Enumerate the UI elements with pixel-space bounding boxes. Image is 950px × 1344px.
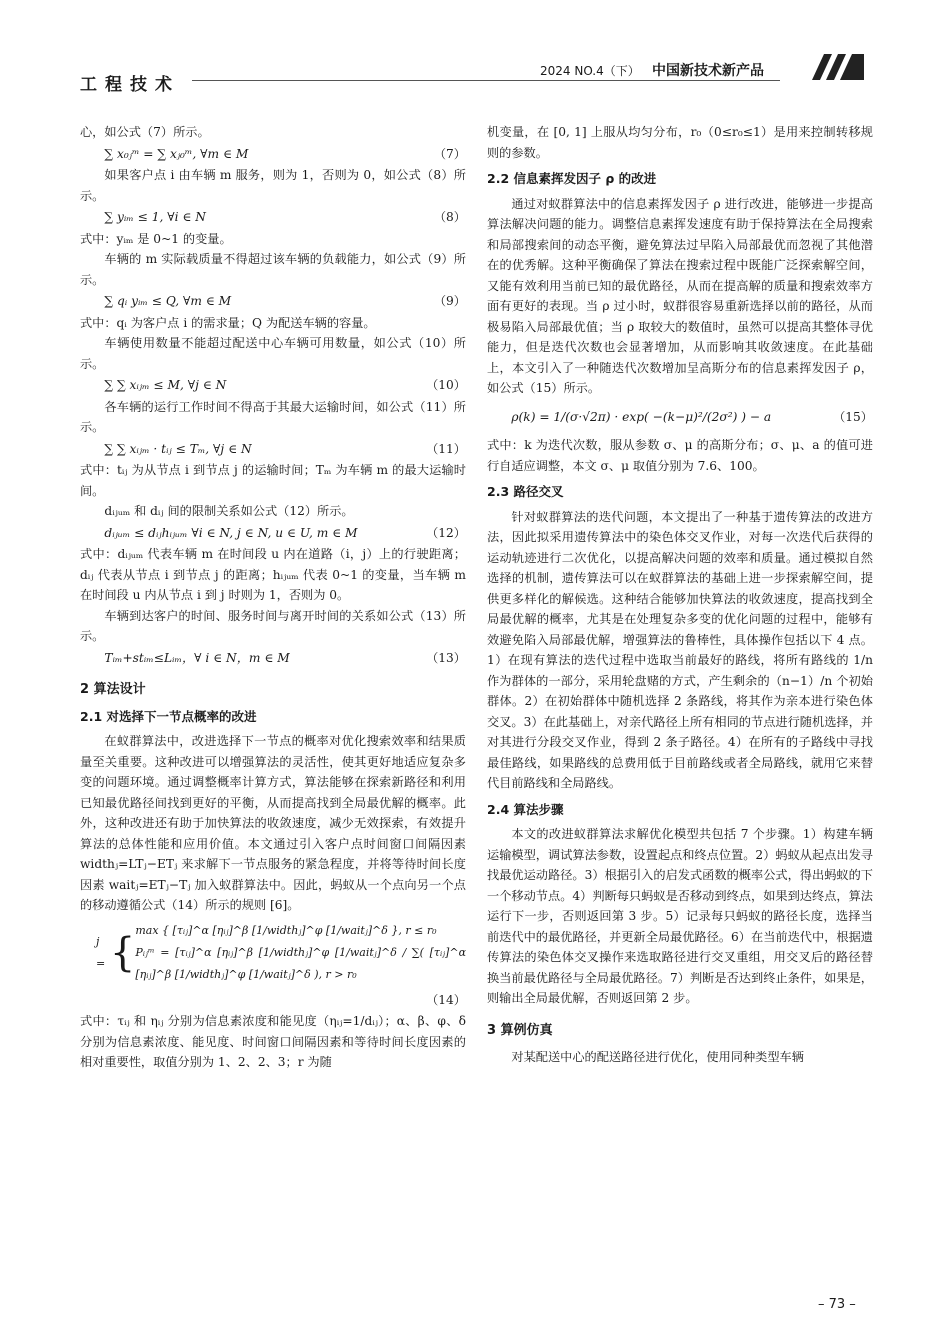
paragraph: 机变量，在 [0, 1] 上服从均匀分布，r₀（0≤r₀≤1）是用来控制转移规则的参数。 — [487, 125, 873, 160]
header-magazine-title: 中国新技术新产品 — [652, 63, 764, 79]
paragraph: 车辆的 m 实际载质量不得超过该车辆的负载能力，如公式（9）所示。 — [80, 252, 466, 287]
paragraph: 式中：τᵢⱼ 和 ηᵢⱼ 分别为信息素浓度和能见度（ηᵢⱼ=1/dᵢⱼ）；α、β、φ、δ 分别为信息素浓度、能见度、时间窗口间隔因素和等待时间长度因素的相对重要性，取值分别为 1、2、2、3；r 为随 — [80, 1014, 466, 1069]
equation-15: ρ(k) = 1/(σ·√2π) · exp( −(k−μ)²/(2σ²) ) − a （15） — [511, 409, 873, 424]
paragraph: 在蚁群算法中，改进选择下一节点的概率对优化搜索效率和结果质量至关重要。这种改进可以增强算法的灵活性，使其更好地适应复杂多变的问题环境。通过调整概率计算方式，算法能够在探索新路径和利用已知最优路径间找到更好的平衡，从而提高找到全局最优解的概率。此外，这种改进还有助于加快算法的收敛速度，减少无效探索，有效提升算法的总体性能和应用价值。本文通过引入客户点时间窗口间隔因素 widthⱼ=LTⱼ−ETⱼ 来求解下一节点服务的紧急程度，并将等待时间长度因素 waitⱼ=ETⱼ−Tⱼ 加入蚁群算法中。因此，蚂蚁从一个点向另一个点的移动遵循公式（14）所示的规则 [6]。 — [80, 734, 466, 912]
paragraph: 式中：dᵢⱼᵤₘ 代表车辆 m 在时间段 u 内在道路（i，j）上的行驶距离；dᵢⱼ 代表从节点 i 到节点 j 的距离；hᵢⱼᵤₘ 代表 0~1 的变量，当车辆 m 在时间段 u 内从节点 i 到 j 时则为 1，否则为 0。 — [80, 547, 466, 602]
equation-12: dᵢⱼᵤₘ ≤ dᵢⱼhᵢⱼᵤₘ ∀i ∈ N, j ∈ N, u ∈ U, m ∈ M （12） — [104, 525, 466, 540]
paragraph: 车辆到达客户的时间、服务时间与离开时间的关系如公式（13）所示。 — [80, 608, 466, 643]
paragraph: 针对蚁群算法的迭代问题，本文提出了一种基于遗传算法的改进方法，因此拟采用遗传算法中的染色体交叉作业，对每一次迭代后获得的运动轨迹进行二次优化，以提高解决问题的效率和质量。通过模拟自然选择的机制，遗传算法可以在蚁群算法的基础上进一步探索解空间，提供更多样化的解候选。这种结合能够加快算法的收敛速度，提高找到全局最优解的概率，尤其是在处理复杂多变的优化问题的过程中，能够有效避免陷入局部最优解，增强算法的鲁棒性，具体操作包括以下 4 点。1）在现有算法的迭代过程中选取当前最好的路线，将所有路线的 1/n 作为群体的一部分，采用轮盘赌的方式，产生剩余的（n−1）/n 个初始群体。2）在初始群体中随机选择 2 条路线，将其作为亲本进行染色体交叉。3）在此基础上，对亲代路径上所有相同的节点进行随机选择，并对其进行分段交叉作业，得到 2 条子路径。4）在所有的子路线中寻找最佳路线，如果路线的总费用低于目前路线或者全局路线，就用它来替代目前路线和全局路线。 — [487, 509, 873, 790]
paragraph: 本文的改进蚁群算法求解优化模型共包括 7 个步骤。1）构建车辆运输模型，调试算法参数，设置起点和终点位置。2）蚂蚁从起点出发寻找最优运动路径。3）根据引入的启发式函数的概率公式，得出蚂蚁的下一个移动节点。4）判断每只蚂蚁是否移动到终点，如果到达终点，算法运行下一步，否则返回第 3 步。5）记录每只蚂蚁的路径长度，选择当前迭代中的最优路径，并更新全局最优路径。6）在当前迭代中，根据遗传算法的染色体交叉操作来选取路径进行交叉重组，用交叉后的路径替换当前最优路径与全局最优路径。7）判断是否达到终止条件，如果是，则输出全局最优解，否则返回第 2 步。 — [487, 827, 873, 1005]
equation-8: ∑ yᵢₘ ≤ 1, ∀i ∈ N （8） — [104, 210, 466, 224]
equation-9: ∑ qᵢ yᵢₘ ≤ Q, ∀m ∈ M （9） — [104, 294, 466, 308]
subsection-heading-2-1: 2.1 对选择下一节点概率的改进 — [80, 708, 257, 724]
paragraph: 各车辆的运行工作时间不得高于其最大运输时间，如公式（11）所示。 — [80, 399, 466, 434]
header-section-label: 工程技术 — [80, 75, 180, 95]
subsection-heading-2-3: 2.3 路径交叉 — [487, 484, 564, 499]
header-issue: 2024 NO.4（下） — [540, 64, 640, 78]
equation-14: j = { max { [τᵢⱼ]^α [ηᵢⱼ]^β [1/widthⱼ]^φ [1/waitⱼ]^δ }, r ≤ r₀ Pᵢⱼᵐ = [τᵢⱼ]^α [ηᵢⱼ]^β [1/widthⱼ]^φ [1/waitⱼ]^δ / ∑( [τᵢⱼ]^α [ηᵢⱼ]^β [1/widthⱼ]^φ [1/waitⱼ]^δ ), r > r₀ — [96, 923, 466, 981]
subsection-heading-2-2: 2.2 信息素挥发因子 ρ 的改进 — [487, 171, 657, 186]
section-heading-3: 3 算例仿真 — [487, 1022, 553, 1038]
subsection-heading-2-4: 2.4 算法步骤 — [487, 801, 564, 817]
equation-7: ∑ x₀ⱼᵐ = ∑ xⱼ₀ᵐ, ∀m ∈ M （7） — [104, 146, 466, 161]
header-rule — [192, 80, 780, 81]
right-column — [487, 122, 873, 1068]
equation-14-number: （14） — [426, 992, 466, 1007]
paragraph: 车辆使用数量不能超过配送中心车辆可用数量，如公式（10）所示。 — [80, 336, 466, 371]
paragraph: 如果客户点 i 由车辆 m 服务，则为 1，否则为 0，如公式（8）所示。 — [80, 168, 466, 203]
paragraph: 通过对蚁群算法中的信息素挥发因子 ρ 进行改进，能够进一步提高算法解决问题的能力。调整信息素挥发速度有助于保持算法在全局搜索和局部搜索间的动态平衡，避免算法过早陷入局部最优而忽视了其他潜在的优秀解。这种平衡确保了算法在搜索过程中既能广泛探索解空间，又能有效利用当前已知的最优路径，从而在提高解的质量和搜索效率方面有更好的表现。当 ρ 过小时，蚁群很容易重新选择以前的路径，从而极易陷入局部最优值；当 ρ 取较大的数值时，虽然可以提高其整体寻优能力，但是迭代次数也会显著增加，从而影响其收敛速度。在此基础上，本文引入了一种随迭代次数增加呈高斯分布的信息素挥发因子 ρ，如公式（15）所示。 — [487, 196, 873, 395]
equation-11: ∑ ∑ xᵢⱼₘ · tᵢⱼ ≤ Tₘ, ∀j ∈ N （11） — [104, 441, 466, 456]
equation-13: Tᵢₘ+stᵢₘ≤Lᵢₘ，∀ i ∈ N，m ∈ M （13） — [104, 650, 466, 665]
paragraph: 式中：yᵢₘ 是 0~1 的变量。 — [80, 231, 232, 246]
paragraph: 式中：tᵢⱼ 为从节点 i 到节点 j 的运输时间；Tₘ 为车辆 m 的最大运输时间。 — [80, 463, 466, 498]
paragraph: 对某配送中心的配送路径进行优化，使用同种类型车辆 — [511, 1050, 804, 1064]
header-logo-icon — [812, 54, 864, 84]
page-number: – 73 – — [818, 1297, 856, 1312]
left-column — [80, 122, 466, 1073]
paragraph: 式中：k 为迭代次数，服从参数 σ、μ 的高斯分布；σ、μ、a 的值可进行自适应调整，本文 σ、μ 取值分别为 7.6、100。 — [487, 438, 873, 473]
equation-10: ∑ ∑ xᵢⱼₘ ≤ M, ∀j ∈ N （10） — [104, 378, 466, 392]
paragraph: 式中：qᵢ 为客户点 i 的需求量；Q 为配送车辆的容量。 — [80, 315, 376, 330]
paragraph: dᵢⱼᵤₘ 和 dᵢⱼ 间的限制关系如公式（12）所示。 — [104, 504, 354, 518]
section-heading-2: 2 算法设计 — [80, 682, 146, 697]
text-line: 心，如公式（7）所示。 — [80, 125, 210, 139]
